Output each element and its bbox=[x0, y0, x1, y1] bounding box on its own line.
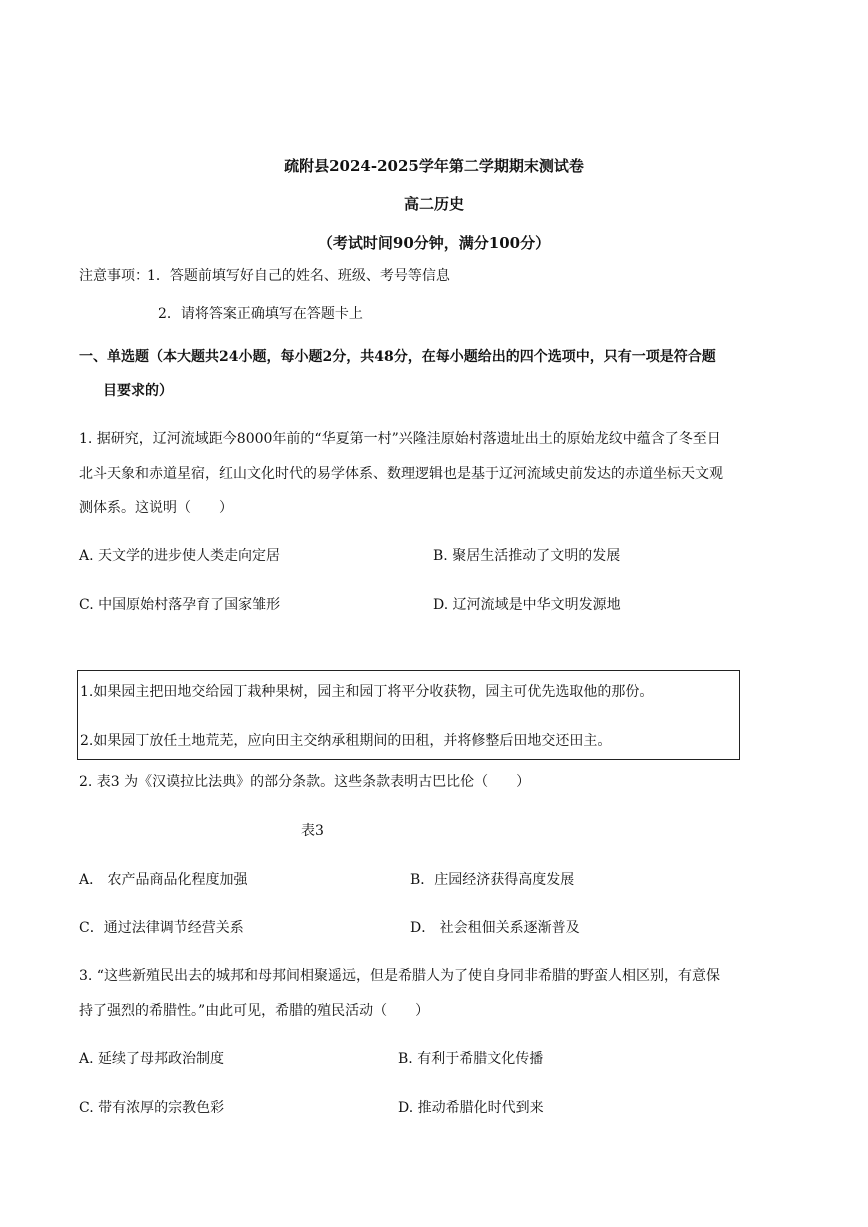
q1-option-d: D. 辽河流域是中华文明发源地 bbox=[433, 597, 621, 613]
section-heading: 一、单选题（本大题共24小题，每小题2分，共48分，在每小题给出的四个选项中，只有一项是符合题 bbox=[79, 349, 716, 365]
q2-table bbox=[77, 670, 740, 760]
q1-stem-line-2: 北斗天象和赤道星宿，红山文化时代的易学体系、数理逻辑也是基于辽河流域史前发达的赤道坐标天文观 bbox=[79, 466, 723, 482]
document-title: 疏附县2024-2025学年第二学期期末测试卷 bbox=[284, 157, 584, 175]
q3-option-b: B. 有利于希腊文化传播 bbox=[398, 1051, 544, 1067]
subject-title: 高二历史 bbox=[403, 195, 464, 213]
q1-stem-line-1: 1. 据研究，辽河流域距今8000年前的“华夏第一村”兴隆洼原始村落遗址出土的原始龙纹中蕴含了冬至日 bbox=[79, 431, 721, 447]
notice-label: 注意事项： bbox=[79, 268, 149, 284]
q3-stem-line-1: 3. “这些新殖民出去的城邦和母邦间相聚遥远，但是希腊人为了使自身同非希腊的野蛮人相区别，有意保 bbox=[79, 968, 720, 984]
q3-option-d: D. 推动希腊化时代到来 bbox=[398, 1100, 544, 1116]
q2-option-a: A． 农产品商品化程度加强 bbox=[79, 872, 248, 888]
q1-option-b: B. 聚居生活推动了文明的发展 bbox=[433, 548, 621, 564]
q2-table-row-2: 2.如果园丁放任土地荒芜，应向田主交纳承租期间的田租，并将修整后田地交还田主。 bbox=[80, 733, 612, 749]
q2-option-c: C．通过法律调节经营关系 bbox=[79, 920, 244, 936]
q2-stem: 2. 表3 为《汉谟拉比法典》的部分条款。这些条款表明古巴比伦（ ） bbox=[79, 774, 531, 790]
q1-option-c: C. 中国原始村落孕育了国家雏形 bbox=[79, 597, 281, 613]
notice-item-2: 2．请将答案正确填写在答题卡上 bbox=[158, 306, 363, 322]
notice-item-1: 1．答题前填写好自己的姓名、班级、考号等信息 bbox=[147, 268, 450, 284]
q1-option-a: A. 天文学的进步使人类走向定居 bbox=[79, 548, 281, 564]
q3-option-a: A. 延续了母邦政治制度 bbox=[79, 1051, 225, 1067]
q2-option-d: D． 社会租佃关系逐渐普及 bbox=[410, 920, 580, 936]
q2-table-row-1: 1.如果园主把田地交给园丁栽种果树，园主和园丁将平分收获物，园主可优先选取他的那份。 bbox=[80, 684, 654, 700]
q2-option-b: B．庄园经济获得高度发展 bbox=[410, 872, 575, 888]
q2-table-caption: 表3 bbox=[301, 823, 324, 839]
section-heading-cont: 目要求的） bbox=[103, 383, 173, 399]
q1-stem-line-3: 测体系。这说明（ ） bbox=[79, 500, 233, 516]
q3-option-c: C. 带有浓厚的宗教色彩 bbox=[79, 1100, 225, 1116]
exam-info: （考试时间90分钟，满分100分） bbox=[317, 234, 551, 252]
q3-stem-line-2: 持了强烈的希腊性。”由此可见，希腊的殖民活动（ ） bbox=[79, 1003, 430, 1019]
